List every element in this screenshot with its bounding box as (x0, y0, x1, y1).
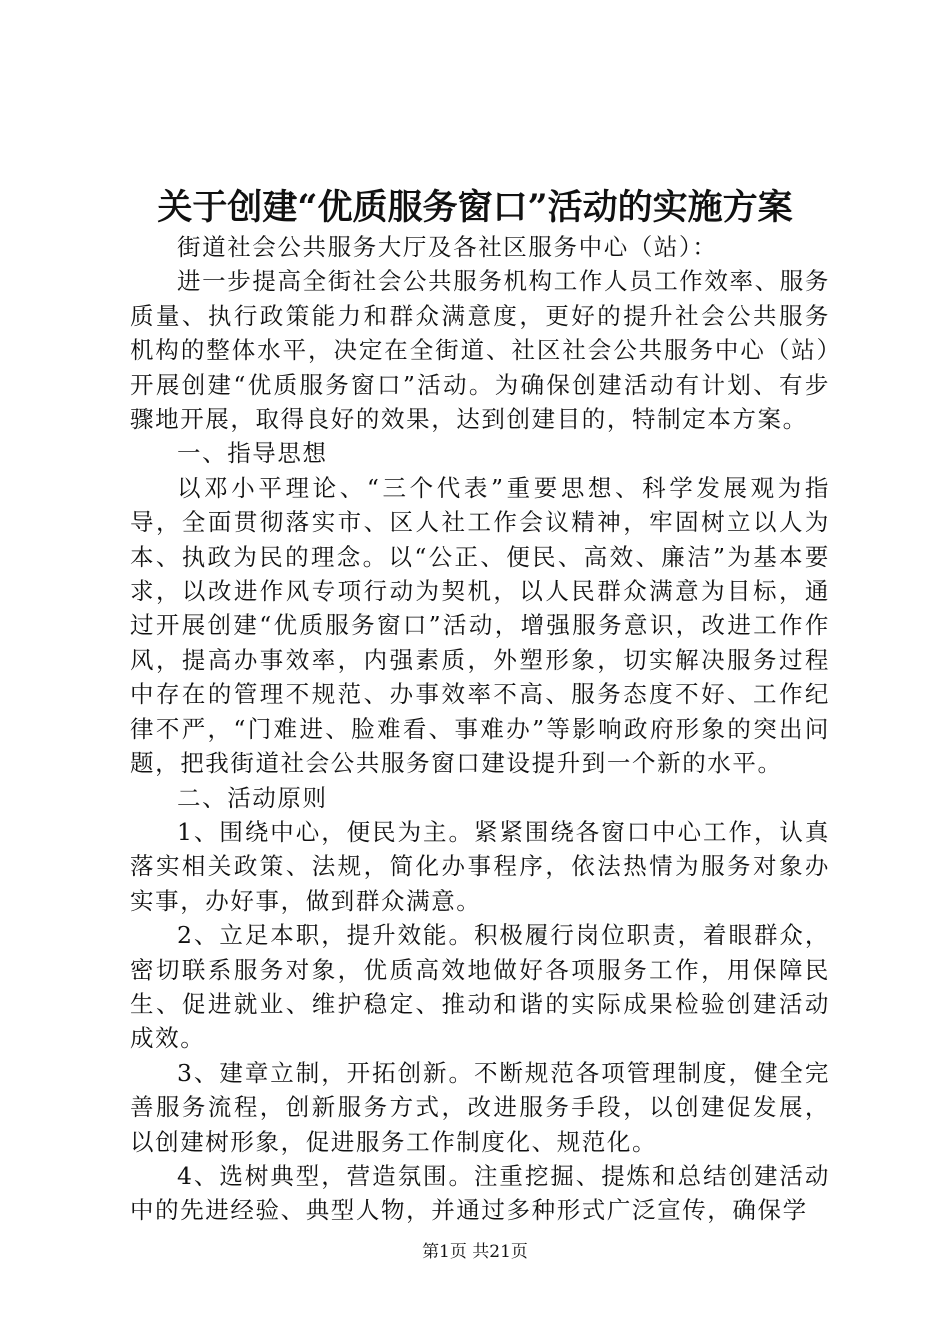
document-body (130, 230, 830, 1228)
salutation-paragraph: 街道社会公共服务大厅及各社区服务中心（站）： (177, 233, 718, 261)
principle-4-paragraph: 4、选树典型，营造氛围。注重挖掘、提炼和总结创建活动中的先进经验、典型人物，并通过多种形式广泛宣传，确保学 (130, 1161, 830, 1225)
principle-3-paragraph: 3、建章立制，开拓创新。不断规范各项管理制度，健全完善服务流程，创新服务方式，改进服务手段，以创建促发展，以创建树形象，促进服务工作制度化、规范化。 (130, 1058, 830, 1156)
document-title: 关于创建“优质服务窗口”活动的实施方案 (157, 187, 793, 228)
page-number-footer: 第1页 共21页 (422, 1242, 528, 1262)
intro-paragraph: 进一步提高全街社会公共服务机构工作人员工作效率、服务质量、执行政策能力和群众满意度，更好的提升社会公共服务机构的整体水平，决定在全街道、社区社会公共服务中心（站）开展创建“优质服务窗口”活动。为确保创建活动有计划、有步骤地开展，取得良好的效果，达到创建目的，特制定本方案。 (130, 267, 830, 434)
section-heading-activity-principles: 二、活动原则 (177, 783, 328, 812)
guiding-ideology-paragraph: 以邓小平理论、“三个代表”重要思想、科学发展观为指导，全面贯彻落实市、区人社工作会议精神，牢固树立以人为本、执政为民的理念。以“公正、便民、高效、廉洁”为基本要求，以改进作风专项行动为契机，以人民群众满意为目标，通过开展创建“优质服务窗口”活动，增强服务意识，改进工作作风，提高办事效率，内强素质，外塑形象，切实解决服务过程中存在的管理不规范、办事效率不高、服务态度不好、工作纪律不严，“门难进、脸难看、事难办”等影响政府形象的突出问题，把我街道社会公共服务窗口建设提升到一个新的水平。 (130, 473, 830, 778)
section-heading-guiding-ideology: 一、指导思想 (177, 439, 328, 468)
principle-2-paragraph: 2、立足本职，提升效能。积极履行岗位职责，着眼群众，密切联系服务对象，优质高效地做好各项服务工作，用保障民生、促进就业、维护稳定、推动和谐的实际成果检验创建活动成效。 (130, 921, 830, 1053)
principle-1-paragraph: 1、围绕中心，便民为主。紧紧围绕各窗口中心工作，认真落实相关政策、法规，简化办事程序，依法热情为服务对象办实事，办好事，做到群众满意。 (130, 817, 830, 915)
